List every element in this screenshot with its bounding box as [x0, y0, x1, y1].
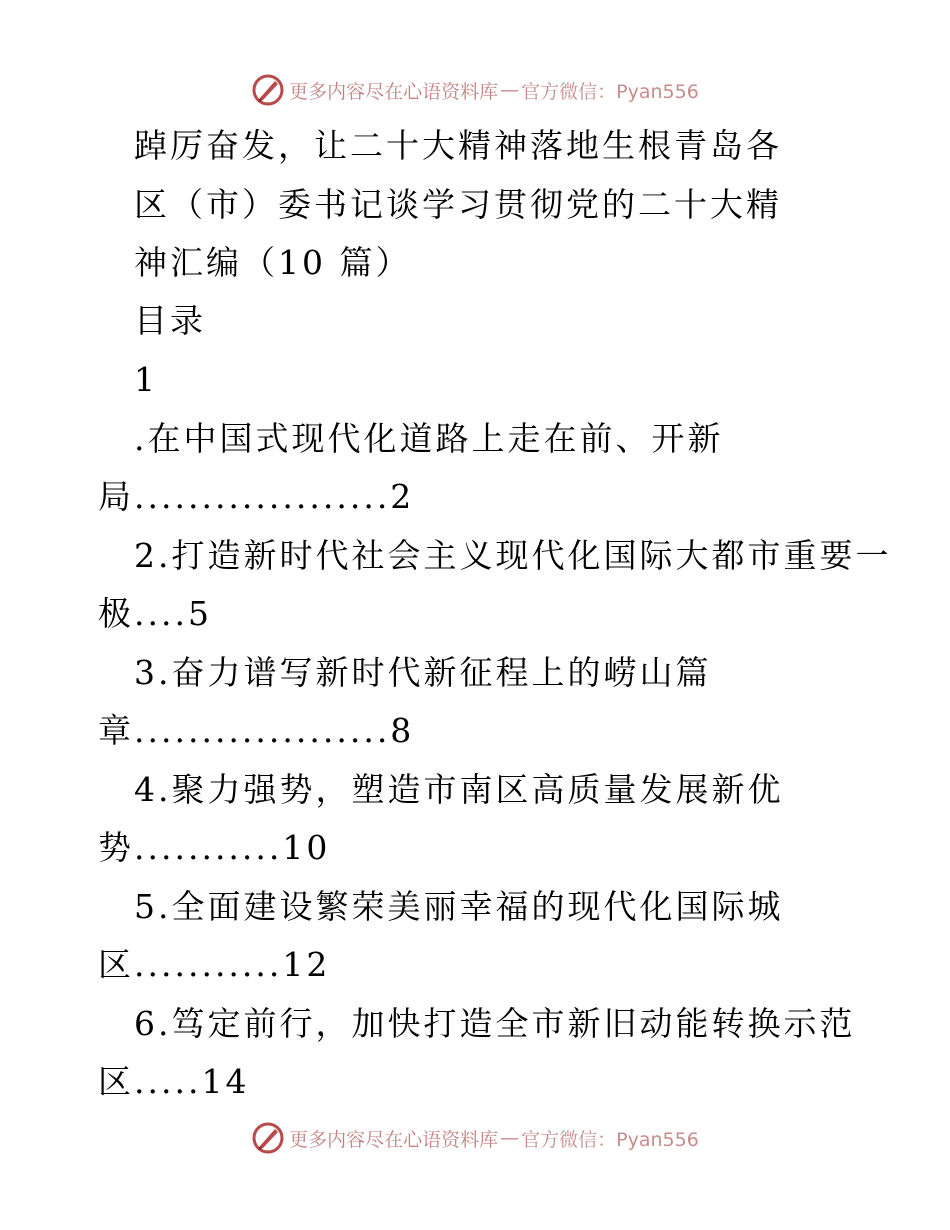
toc-line: 4.聚力强势，塑造市南区高质量发展新优 — [134, 770, 784, 809]
banner-separator: — — [500, 79, 520, 101]
document-title-line-2: 区（市）委书记谈学习贯彻党的二十大精 — [134, 185, 782, 224]
banner-separator: — — [500, 1127, 520, 1149]
document-title-line-1: 踔厉奋发，让二十大精神落地生根青岛各 — [134, 126, 782, 165]
header-banner — [0, 70, 950, 110]
toc-line: 势...........10 — [98, 828, 331, 867]
document-title-line-3: 神汇编（10 篇） — [134, 243, 412, 282]
toc-line: 5.全面建设繁荣美丽幸福的现代化国际城 — [134, 887, 784, 926]
toc-line: 章...................8 — [98, 711, 415, 750]
toc-line: 6.笃定前行，加快打造全市新旧动能转换示范 — [134, 1004, 856, 1043]
footer-banner — [0, 1118, 950, 1158]
toc-line: 3.奋力谱写新时代新征程上的崂山篇 — [134, 653, 712, 692]
banner-site-text: 更多内容尽在心语资料库 — [289, 80, 499, 103]
toc-line: 1 — [134, 360, 158, 399]
banner-site-text: 更多内容尽在心语资料库 — [289, 1128, 499, 1151]
toc-heading: 目录 — [134, 301, 206, 340]
banner-wechat-text: 官方微信：Pyan556 — [521, 1128, 699, 1151]
toc-line: 2.打造新时代社会主义现代化国际大都市重要一 — [134, 536, 892, 575]
toc-line: 局...................2 — [98, 477, 415, 516]
toc-line: 区...........12 — [98, 945, 331, 984]
toc-line: .在中国式现代化道路上走在前、开新 — [134, 419, 724, 458]
toc-line: 区.....14 — [98, 1062, 250, 1101]
toc-line: 极....5 — [98, 594, 212, 633]
banner-wechat-text: 官方微信：Pyan556 — [521, 80, 699, 103]
pen-logo-icon — [251, 1121, 285, 1155]
pen-logo-icon — [251, 73, 285, 107]
